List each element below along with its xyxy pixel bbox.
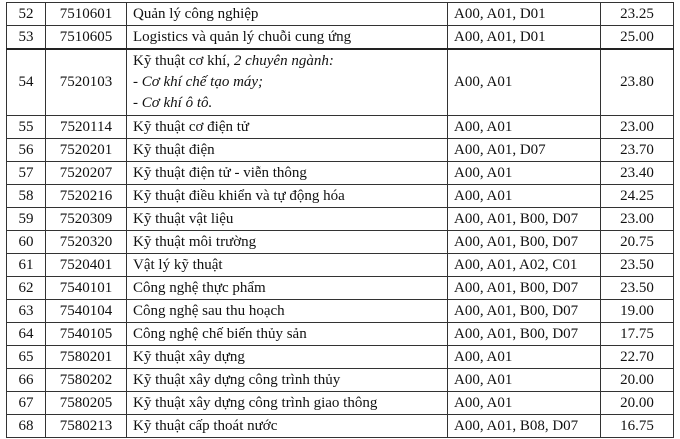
major-name: Công nghệ sau thu hoạch: [127, 300, 448, 323]
major-code: 7580213: [46, 415, 127, 438]
cutoff-score: 23.40: [601, 162, 674, 185]
major-name: Kỹ thuật cấp thoát nước: [127, 415, 448, 438]
major-code: 7540105: [46, 323, 127, 346]
cutoff-score: 23.25: [601, 3, 674, 26]
cutoff-score: 23.70: [601, 139, 674, 162]
row-number: 60: [7, 231, 46, 254]
major-name: Kỹ thuật xây dựng công trình thủy: [127, 369, 448, 392]
cutoff-score: 25.00: [601, 26, 674, 50]
cutoff-score: 23.00: [601, 116, 674, 139]
table-row: [7, 26, 674, 50]
cutoff-score: 20.00: [601, 369, 674, 392]
major-name-main: Kỹ thuật cơ khí,: [133, 53, 234, 69]
major-name: Vật lý kỹ thuật: [127, 254, 448, 277]
subject-combinations: A00, A01, B00, D07: [448, 208, 601, 231]
major-name: Kỹ thuật vật liệu: [127, 208, 448, 231]
admission-score-table: [6, 2, 674, 438]
cutoff-score: 23.50: [601, 254, 674, 277]
subject-combinations: A00, A01: [448, 185, 601, 208]
row-number: 65: [7, 346, 46, 369]
specialization-item: - Cơ khí ô tô.: [133, 95, 213, 111]
major-code: 7580205: [46, 392, 127, 415]
cutoff-score: 20.00: [601, 392, 674, 415]
major-name: Quản lý công nghiệp: [127, 3, 448, 26]
major-code: 7540101: [46, 277, 127, 300]
subject-combinations: A00, A01, D01: [448, 26, 601, 50]
cutoff-score: 23.80: [601, 49, 674, 116]
row-number: 67: [7, 392, 46, 415]
table-row: [7, 116, 674, 139]
major-name: [127, 49, 448, 116]
subject-combinations: A00, A01: [448, 162, 601, 185]
major-name: Công nghệ chế biến thủy sản: [127, 323, 448, 346]
row-number: 53: [7, 26, 46, 50]
table-row: [7, 139, 674, 162]
major-name: Kỹ thuật môi trường: [127, 231, 448, 254]
row-number: 59: [7, 208, 46, 231]
subject-combinations: A00, A01: [448, 392, 601, 415]
table-row: [7, 300, 674, 323]
row-number: 64: [7, 323, 46, 346]
table-row: [7, 49, 674, 116]
row-number: 57: [7, 162, 46, 185]
subject-combinations: A00, A01, B08, D07: [448, 415, 601, 438]
major-name: Kỹ thuật xây dựng: [127, 346, 448, 369]
major-name: Logistics và quản lý chuỗi cung ứng: [127, 26, 448, 50]
table-row: [7, 415, 674, 438]
cutoff-score: 20.75: [601, 231, 674, 254]
subject-combinations: A00, A01, B00, D07: [448, 231, 601, 254]
specialization-item: - Cơ khí chế tạo máy;: [133, 74, 264, 90]
major-code: 7540104: [46, 300, 127, 323]
specialization-count: 2 chuyên ngành:: [233, 53, 334, 69]
table-row: [7, 3, 674, 26]
table-row: [7, 185, 674, 208]
subject-combinations: A00, A01: [448, 49, 601, 116]
major-code: 7520320: [46, 231, 127, 254]
major-code: 7520216: [46, 185, 127, 208]
cutoff-score: 19.00: [601, 300, 674, 323]
cutoff-score: 17.75: [601, 323, 674, 346]
subject-combinations: A00, A01, A02, C01: [448, 254, 601, 277]
major-name: Kỹ thuật xây dựng công trình giao thông: [127, 392, 448, 415]
table-row: [7, 277, 674, 300]
table-row: [7, 369, 674, 392]
row-number: 63: [7, 300, 46, 323]
subject-combinations: A00, A01: [448, 346, 601, 369]
major-name: Công nghệ thực phẩm: [127, 277, 448, 300]
subject-combinations: A00, A01: [448, 116, 601, 139]
major-name: Kỹ thuật điện: [127, 139, 448, 162]
row-number: 61: [7, 254, 46, 277]
table-row: [7, 231, 674, 254]
major-name: Kỹ thuật điện tử - viễn thông: [127, 162, 448, 185]
major-code: 7520207: [46, 162, 127, 185]
row-number: 68: [7, 415, 46, 438]
major-code: 7520201: [46, 139, 127, 162]
major-name-main-line: [133, 51, 441, 72]
table-row: [7, 254, 674, 277]
major-code: 7510605: [46, 26, 127, 50]
cutoff-score: 23.50: [601, 277, 674, 300]
subject-combinations: A00, A01, B00, D07: [448, 300, 601, 323]
table-row: [7, 392, 674, 415]
major-code: 7520103: [46, 49, 127, 116]
subject-combinations: A00, A01, B00, D07: [448, 323, 601, 346]
subject-combinations: A00, A01, D07: [448, 139, 601, 162]
cutoff-score: 22.70: [601, 346, 674, 369]
row-number: 66: [7, 369, 46, 392]
table-row: [7, 346, 674, 369]
subject-combinations: A00, A01: [448, 369, 601, 392]
major-name: Kỹ thuật điều khiển và tự động hóa: [127, 185, 448, 208]
cutoff-score: 23.00: [601, 208, 674, 231]
table-row: [7, 323, 674, 346]
major-code: 7510601: [46, 3, 127, 26]
major-name: Kỹ thuật cơ điện tử: [127, 116, 448, 139]
table-row: [7, 208, 674, 231]
row-number: 62: [7, 277, 46, 300]
major-code: 7580202: [46, 369, 127, 392]
subject-combinations: A00, A01, D01: [448, 3, 601, 26]
row-number: 58: [7, 185, 46, 208]
table-row: [7, 162, 674, 185]
cutoff-score: 24.25: [601, 185, 674, 208]
major-code: 7520114: [46, 116, 127, 139]
cutoff-score: 16.75: [601, 415, 674, 438]
row-number: 52: [7, 3, 46, 26]
subject-combinations: A00, A01, B00, D07: [448, 277, 601, 300]
major-code: 7580201: [46, 346, 127, 369]
row-number: 54: [7, 49, 46, 116]
row-number: 55: [7, 116, 46, 139]
major-code: 7520309: [46, 208, 127, 231]
major-code: 7520401: [46, 254, 127, 277]
row-number: 56: [7, 139, 46, 162]
